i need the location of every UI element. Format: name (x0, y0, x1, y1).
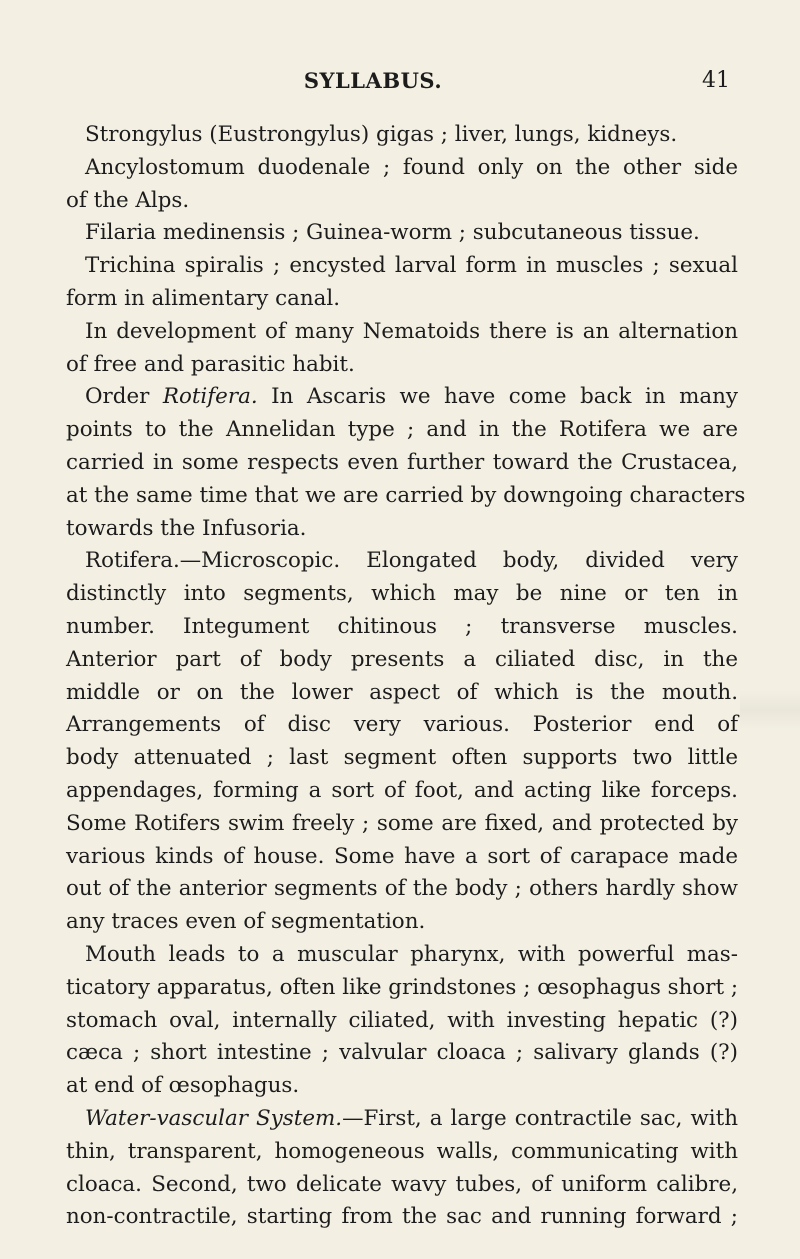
text-line: cloaca. Second, two delicate wavy tubes, of uniform calibre, (66, 1171, 738, 1197)
text-line: at end of œsophagus. (66, 1073, 300, 1099)
text-line: non-contractile, starting from the sac and running forward ; (66, 1204, 738, 1230)
text-line: number. Integument chitinous ; transverse muscles. (66, 613, 738, 639)
body-text (66, 119, 746, 1234)
text-line: points to the Annelidan type ; and in the Rotifera we are (66, 417, 738, 443)
text-segment: —First, a large contractile sac, with (342, 1105, 738, 1131)
text-line: Ancylostomum duodenale ; found only on the other side (85, 154, 738, 180)
running-head (66, 68, 730, 104)
text-line: of free and parasitic habit. (66, 351, 355, 377)
text-line: distinctly into segments, which may be nine or ten in (66, 581, 738, 607)
text-line: Some Rotifers swim freely ; some are fixed, and protected by (66, 810, 738, 836)
text-line: Rotifera.—Microscopic. Elongated body, divided very (85, 548, 738, 574)
text-line: of the Alps. (66, 187, 190, 213)
text-segment: Order (85, 384, 163, 410)
text-line: any traces even of segmentation. (66, 909, 426, 935)
text-line: various kinds of house. Some have a sort of carapace made (66, 843, 738, 869)
text-line: carried in some respects even further toward the Crustacea, (66, 449, 738, 475)
running-title: SYLLABUS. (303, 68, 443, 93)
text-line: thin, transparent, homogeneous walls, communicating with (66, 1138, 738, 1164)
italic-heading: Rotifera. (162, 384, 258, 410)
italic-heading: Water-vascular System. (85, 1105, 343, 1131)
text-line: body attenuated ; last segment often supports two little (66, 745, 738, 771)
text-line: at the same time that we are carried by downgoing characters (66, 482, 746, 508)
text-line: towards the Infusoria. (66, 515, 307, 541)
text-segment: In Ascaris we have come back in many (257, 384, 738, 410)
text-line: ticatory apparatus, often like grindstones ; œsophagus short ; (66, 974, 739, 1000)
text-line: middle or on the lower aspect of which is the mouth. (66, 679, 738, 705)
text-line: stomach oval, internally ciliated, with investing hepatic (?) (66, 1007, 738, 1033)
text-line: Anterior part of body presents a ciliated disc, in the (66, 646, 738, 672)
text-line: In development of many Nematoids there is an alternation (85, 318, 738, 344)
page-edge-shadow (740, 690, 800, 730)
text-line (66, 1103, 738, 1136)
text-line: cæca ; short intestine ; valvular cloaca ; salivary glands (?) (66, 1040, 738, 1066)
text-line: Mouth leads to a muscular pharynx, with powerful mas- (85, 941, 738, 967)
text-line: Arrangements of disc very various. Posterior end of (66, 712, 738, 738)
text-line: form in alimentary canal. (66, 285, 341, 311)
text-line: appendages, forming a sort of foot, and acting like forceps. (66, 777, 738, 803)
text-line: out of the anterior segments of the body ; others hardly show (66, 876, 738, 902)
text-line: Trichina spiralis ; encysted larval form in muscles ; sexual (85, 253, 738, 279)
text-line: Strongylus (Eustrongylus) gigas ; liver, lungs, kidneys. (85, 122, 678, 147)
page-number: 41 (702, 68, 730, 93)
text-line (66, 381, 738, 414)
text-line: Filaria medinensis ; Guinea-worm ; subcutaneous tissue. (85, 220, 700, 246)
